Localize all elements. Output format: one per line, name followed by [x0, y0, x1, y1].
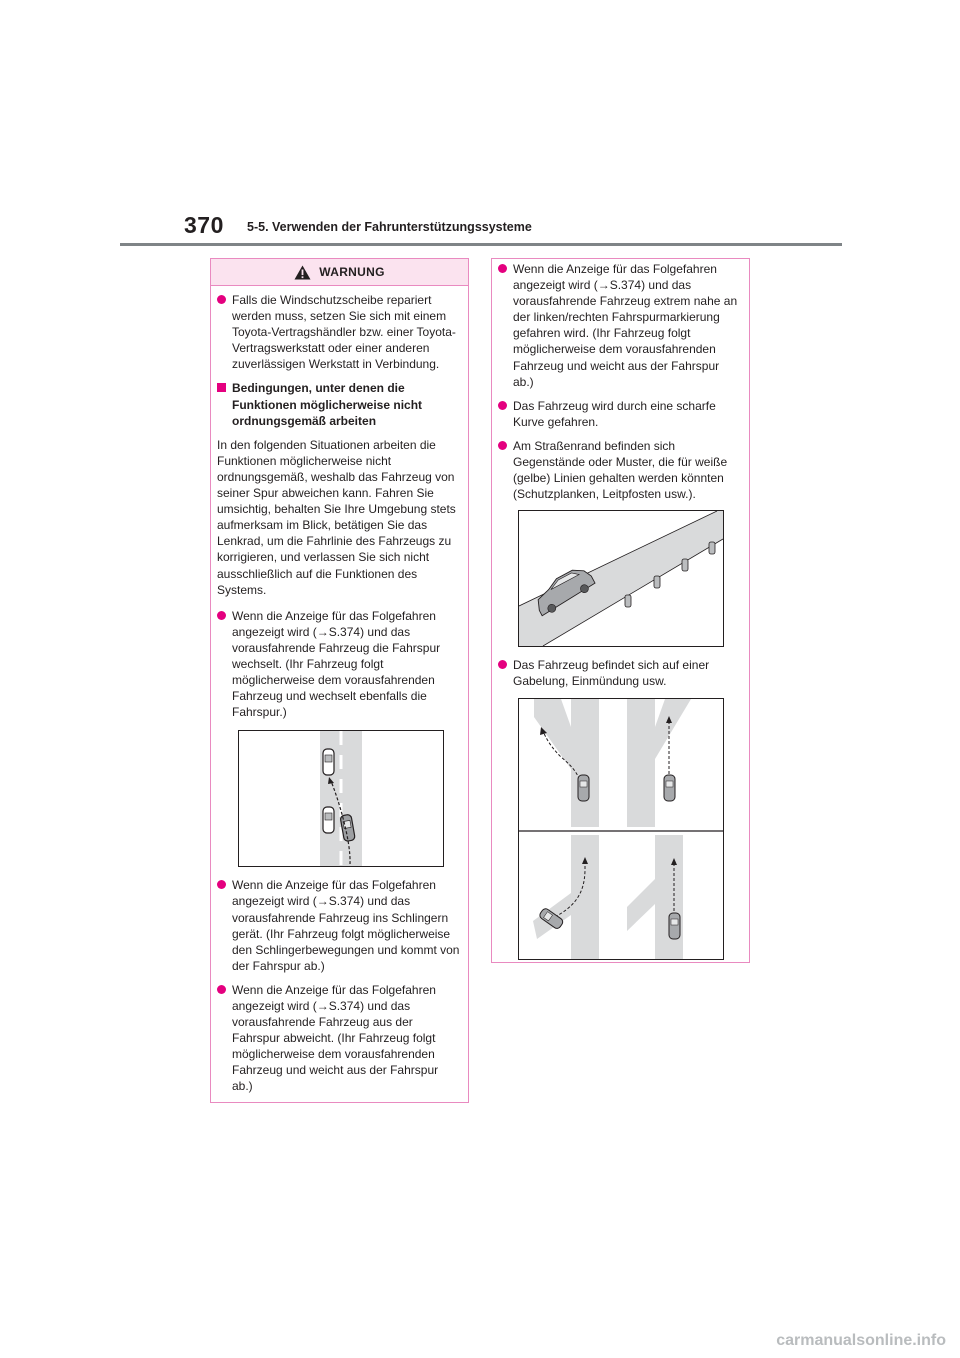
- car-icon-left: [323, 807, 334, 833]
- condition-text: Wenn die Anzeige für das Folgefahren angezeigt wird (→S.374) und das vorausfahrende Fahrzeug die Fahrspur wechselt. (Ihr Fahrzeug folgt möglicherweise dem vorausfahrenden Fahrzeug und wechselt ebenfalls die Fahrspur.): [232, 608, 441, 720]
- continuation-box: [491, 258, 750, 963]
- condition-text: Wenn die Anzeige für das Folgefahren angezeigt wird (→S.374) und das vorausfahrende Fahrzeug extrem nahe an der linken/rechten Fahrspurmarkierung gefahren wird. (Ihr Fahrzeug folgt möglicherweise dem vorausfahrenden Fahrzeug und weicht aus der Fahrspur ab.): [513, 262, 738, 389]
- page-number: 370: [184, 212, 224, 238]
- bullet-dot-icon: [498, 441, 507, 450]
- warning-triangle-icon: [294, 265, 311, 280]
- warning-item: [217, 292, 462, 372]
- condition-text: Am Straßenrand befinden sich Gegenstände oder Muster, die für weiße (gelbe) Linien gehalten werden könnten (Schutzplanken, Leitpfosten usw.).: [513, 438, 728, 502]
- section-title: 5-5. Verwenden der Fahrunterstützungssysteme: [247, 220, 532, 234]
- condition-text: Wenn die Anzeige für das Folgefahren angezeigt wird (→S.374) und das vorausfahrende Fahrzeug ins Schlingern gerät. (Ihr Fahrzeug folgt möglicherweise den Schlingerbewegungen und kommt von der Fahrspur ab.): [232, 878, 460, 973]
- bullet-dot-icon: [498, 660, 507, 669]
- bullet-dot-icon: [217, 611, 226, 620]
- condition-item: [217, 608, 462, 721]
- bullet-dot-icon: [217, 880, 226, 889]
- road-branch-illustration: [518, 698, 724, 960]
- warning-item-text: Falls die Windschutzscheibe repariert werden muss, setzen Sie sich mit einem Toyota-Vertragshändler bzw. einer Toyota-Vertragswerkstatt oder einer anderen zuverlässigen Werkstatt in Verbindung.: [232, 293, 456, 372]
- car-icon: [664, 775, 675, 801]
- warning-box: [210, 258, 469, 1103]
- bullet-dot-icon: [217, 295, 226, 304]
- car-icon: [669, 913, 680, 939]
- warning-header: [211, 259, 468, 286]
- car-icon: [578, 775, 589, 801]
- roadside-posts-illustration: [518, 510, 724, 647]
- bullet-dot-icon: [217, 985, 226, 994]
- lane-change-illustration: [238, 730, 444, 867]
- bullet-dot-icon: [498, 401, 507, 410]
- condition-item: [498, 398, 743, 430]
- condition-item: [217, 877, 462, 974]
- car-icon-ahead: [323, 749, 334, 775]
- watermark: carmanualsonline.info: [776, 1332, 946, 1349]
- condition-item: [498, 438, 743, 502]
- intro-paragraph: In den folgenden Situationen arbeiten die Funktionen möglicherweise nicht ordnungsgemäß, weshalb das Fahrzeug von seiner Spur abweichen kann. Fahren Sie umsichtig, behalten Sie Ihre Umgebung stets aufmerksam im Blick, betätigen Sie das Lenkrad, um die Fahrlinie des Fahrzeugs zu korrigieren, und verlassen Sie sich nicht ausschließlich auf die Funktionen des Systems.: [217, 437, 456, 597]
- condition-text: Das Fahrzeug befindet sich auf einer Gabelung, Einmündung usw.: [513, 658, 710, 689]
- square-bullet-icon: [217, 383, 226, 392]
- header-rule: [120, 243, 842, 246]
- subheading: [217, 380, 462, 428]
- condition-item: [217, 982, 462, 1095]
- subheading-text: Bedingungen, unter denen die Funktionen möglicherweise nicht ordnungsgemäß arbeiten: [232, 381, 423, 428]
- condition-text: Wenn die Anzeige für das Folgefahren angezeigt wird (→S.374) und das vorausfahrende Fahrzeug aus der Fahrspur abweicht. (Ihr Fahrzeug folgt möglicherweise dem vorausfahrenden Fahrzeug und weicht aus der Fahrspur ab.): [232, 982, 439, 1094]
- condition-text: Das Fahrzeug wird durch eine scharfe Kurve gefahren.: [513, 398, 716, 429]
- warning-title: WARNUNG: [319, 265, 385, 279]
- bullet-dot-icon: [498, 264, 507, 273]
- condition-item: [498, 261, 743, 390]
- condition-item: [498, 657, 743, 689]
